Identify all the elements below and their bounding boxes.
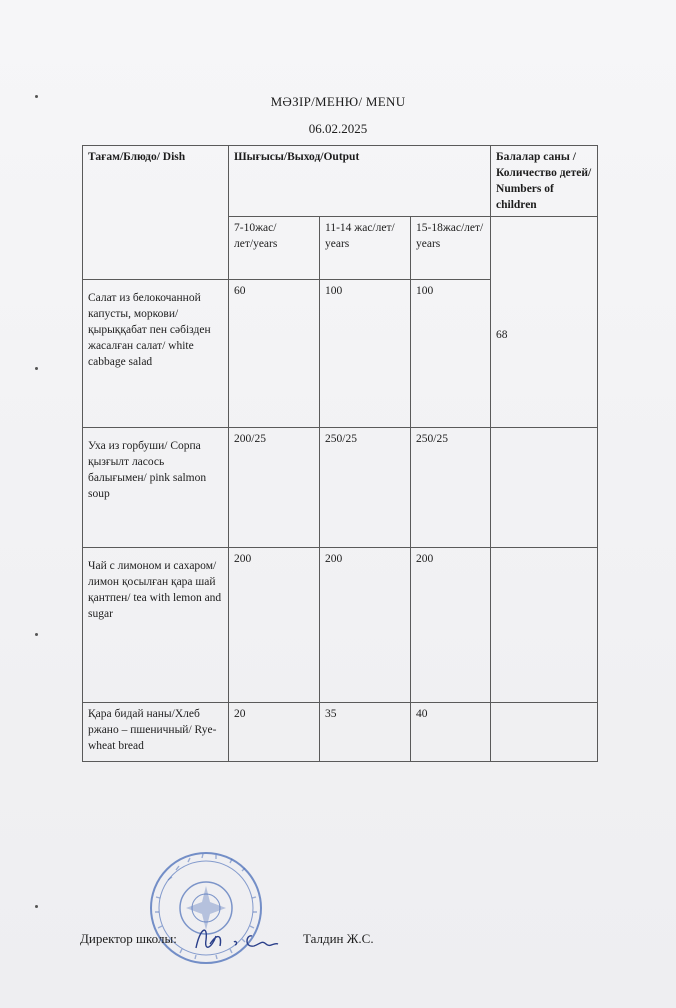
output-7-10: 20 (229, 703, 320, 762)
dish-name: Чай с лимоном и сахаром/ лимон қосылған қара шай қантпен/ tea with lemon and sugar (83, 548, 229, 703)
output-11-14: 250/25 (320, 428, 411, 548)
table-row (83, 428, 598, 548)
director-label: Директор школы: (80, 931, 177, 946)
output-11-14: 100 (320, 280, 411, 428)
dish-name: Уха из горбуши/ Сорпа қызғылт ласось балығымен/ pink salmon soup (83, 428, 229, 548)
scan-speck (35, 905, 38, 908)
dish-header: Тағам/Блюдо/ Dish (83, 146, 229, 280)
output-7-10: 200 (229, 548, 320, 703)
children-empty (491, 703, 598, 762)
age-group-2: 11-14 жас/лет/ years (320, 217, 411, 280)
children-count: 68 (491, 217, 598, 428)
director-name: Талдин Ж.С. (303, 931, 374, 946)
children-empty (491, 548, 598, 703)
menu-table (82, 145, 598, 762)
children-empty (491, 428, 598, 548)
output-15-18: 200 (411, 548, 491, 703)
children-header: Балалар саны /Количество детей/ Numbers of children (491, 146, 598, 217)
output-15-18: 40 (411, 703, 491, 762)
scan-speck (35, 633, 38, 636)
output-7-10: 60 (229, 280, 320, 428)
output-11-14: 35 (320, 703, 411, 762)
output-11-14: 200 (320, 548, 411, 703)
output-15-18: 100 (411, 280, 491, 428)
dish-name: Қара бидай наны/Хлеб ржано – пшеничный/ Rye-wheat bread (83, 703, 229, 762)
dish-name: Салат из белокочанной капусты, моркови/ қырыққабат пен сәбізден жасалған салат/ white cabbage salad (83, 280, 229, 428)
table-row (83, 548, 598, 703)
output-header: Шығысы/Выход/Output (229, 146, 491, 217)
output-15-18: 250/25 (411, 428, 491, 548)
menu-date: 06.02.2025 (308, 121, 368, 136)
age-group-3: 15-18жас/лет/ years (411, 217, 491, 280)
scan-speck (35, 367, 38, 370)
age-group-1: 7-10жас/лет/years (229, 217, 320, 280)
menu-title: МӘЗІР/МЕНЮ/ MENU (270, 94, 406, 109)
header-row (83, 146, 598, 217)
signature-icon (190, 918, 280, 958)
table-row (83, 703, 598, 762)
output-7-10: 200/25 (229, 428, 320, 548)
